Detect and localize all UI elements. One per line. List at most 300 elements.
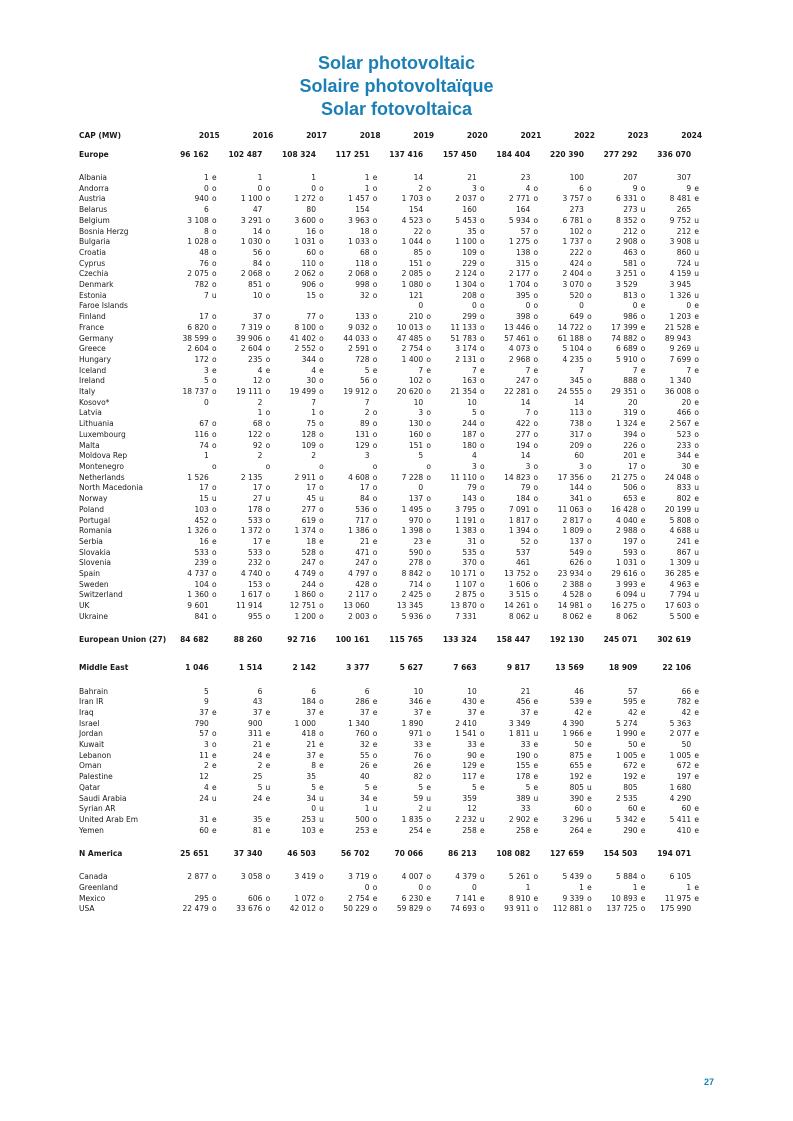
value-cell [273,237,327,248]
value-cell [273,227,327,238]
cell-value: 319 [623,408,638,418]
total-value: 245 071 [603,635,638,645]
value-cell [595,751,649,762]
value-cell [381,772,435,783]
cell-value: 14 722 [557,322,584,332]
cell-value: 714 [408,579,424,589]
value-cell [327,708,381,719]
cell-flag: o [265,280,271,290]
cell-value: 5 261 [508,872,531,882]
value-cell [488,216,542,227]
cell-value: 34 [306,793,316,803]
cell-value: 295 [194,893,209,903]
value-cell [595,719,649,730]
cell-flag: o [533,750,539,760]
value-cell [434,729,488,740]
cell-flag: e [479,707,485,717]
cell-value: 2 062 [294,269,316,279]
table-row [79,601,702,612]
value-cell [327,312,381,323]
value-cell [434,248,488,259]
cell-flag: o [479,461,485,471]
value-cell [649,794,703,805]
cell-flag: o [426,872,431,882]
value-cell [649,237,703,248]
cell-flag: o [426,494,431,504]
region-total-cell [273,631,327,651]
cell-flag: o [587,215,592,225]
cell-value: 3 [471,461,477,471]
value-cell [273,248,327,259]
cell-value: 395 [516,290,531,300]
cell-flag: u [694,590,699,600]
value-cell [220,280,274,291]
cell-value: 10 [467,397,477,407]
cell-value: 247 [355,558,370,568]
cell-value: 137 [569,536,584,546]
value-cell [541,697,595,708]
table-row [79,569,702,580]
value-cell [649,344,703,355]
cell-value: 14 [520,451,531,461]
cell-value: 466 [676,408,692,418]
cell-flag: o [372,611,378,621]
cell-value: 2 877 [187,872,209,882]
cell-value: 0 [311,804,316,814]
cell-flag: o [372,237,378,247]
value-cell [220,366,274,377]
cell-flag: o [426,344,431,354]
value-cell [166,516,220,527]
cell-flag: e [694,312,699,322]
value-cell [649,184,703,195]
cell-flag: e [265,536,271,546]
cell-value: 1 309 [669,558,692,568]
table-row [79,740,702,751]
cell-flag: e [211,536,217,546]
cell-value: 45 [306,494,316,504]
cell-flag: e [533,740,539,750]
cell-value: 21 354 [450,387,477,397]
cell-flag: e [640,697,646,707]
cell-flag: o [533,536,539,546]
cell-value: 4 528 [562,590,584,600]
country-name: Denmark [79,280,114,290]
value-cell [273,387,327,398]
cell-flag: o [265,344,271,354]
cell-value: 3 795 [455,504,477,514]
value-cell [649,580,703,591]
value-cell [488,280,542,291]
value-cell [488,794,542,805]
cell-value: 8 062 [508,611,531,621]
table-row [79,804,702,815]
country-name: Mexico [79,893,106,903]
value-cell [327,494,381,505]
cell-value: 160 [408,429,424,439]
value-cell [166,505,220,516]
cell-value: 131 [355,429,370,439]
cell-value: 7 699 [669,354,692,364]
cell-flag: e [265,740,271,750]
value-cell [220,494,274,505]
cell-flag: o [533,258,539,268]
cell-value: 10 893 [611,893,638,903]
cell-flag: o [265,322,271,332]
year-header: 2015 [198,131,220,140]
value-cell [166,259,220,270]
value-cell [273,376,327,387]
cell-value: 273 [569,205,584,215]
cell-flag: o [372,558,378,568]
cell-flag: e [265,750,271,760]
value-cell [273,291,327,302]
cell-flag: o [211,183,217,193]
cell-flag: e [372,365,378,375]
cell-value: 41 402 [289,333,316,343]
cell-value: 154 [355,205,370,215]
value-cell [434,173,488,184]
cell-value: 5 884 [616,872,638,882]
region-total-cell [327,631,381,651]
cell-value: 1 033 [348,237,370,247]
cell-value: 461 [516,558,531,568]
cell-value: 11 914 [236,601,263,611]
cell-flag: e [372,707,378,717]
cell-flag: o [372,280,378,290]
region-total-row [79,631,702,651]
cell-flag: o [533,601,539,611]
value-cell [541,216,595,227]
table-row [79,301,702,312]
value-cell [327,259,381,270]
value-cell [649,419,703,430]
cell-flag: e [426,740,431,750]
cell-flag: o [533,290,539,300]
cell-flag: u [694,504,699,514]
value-cell [381,601,435,612]
value-cell [381,441,435,452]
cell-flag: e [426,825,431,835]
value-cell [541,729,595,740]
spacer-cell [79,836,702,844]
cell-value: 172 [194,354,209,364]
value-cell [166,719,220,730]
cell-value: 21 [467,173,477,182]
value-cell [273,904,327,915]
cell-value: 290 [623,825,638,835]
value-cell [541,894,595,905]
cell-value: 1 360 [187,590,209,600]
cell-value: 760 [355,729,370,739]
value-cell [273,269,327,280]
cell-flag: e [694,461,699,471]
cell-value: 653 [623,494,638,504]
cell-flag: e [640,365,646,375]
value-cell [595,904,649,915]
value-cell [327,751,381,762]
value-cell [649,719,703,730]
table-row [79,719,702,730]
value-cell [434,344,488,355]
cell-flag: e [533,814,539,824]
table-row [79,366,702,377]
value-cell [434,430,488,441]
cell-value: 21 [252,740,263,750]
cell-value: 430 [462,697,477,707]
cell-flag: o [372,408,378,418]
region-total-cell [595,631,649,651]
cell-value: 68 [252,419,263,429]
value-cell [220,301,274,312]
cell-flag: e [426,761,431,771]
country-name: Oman [79,761,102,771]
value-cell [488,548,542,559]
cell-flag: e [265,814,271,824]
cell-flag: o [372,376,378,386]
table-row [79,237,702,248]
cell-flag: o [265,419,271,429]
cell-value: 3 529 [616,280,638,290]
cell-flag: o [426,611,431,621]
value-cell [649,505,703,516]
cell-value: 67 [199,419,209,429]
value-cell [220,237,274,248]
cell-flag: o [211,258,217,268]
value-cell [541,601,595,612]
cell-value: 31 [199,814,209,824]
value-cell [327,248,381,259]
cell-flag: e [640,707,646,717]
cell-value: 533 [194,547,209,557]
cell-flag: o [372,504,378,514]
cell-flag: o [319,697,324,707]
table-row [79,697,702,708]
cell-value: 940 [194,194,209,204]
cell-flag: o [640,601,646,611]
cell-value: 0 [204,397,209,407]
cell-flag: o [372,194,378,204]
value-cell [327,194,381,205]
cell-flag: e [372,782,378,792]
cell-value: 13 752 [504,569,531,579]
value-cell [434,719,488,730]
value-cell [381,408,435,419]
total-value: 96 162 [180,149,209,159]
cell-value: 184 [516,494,531,504]
value-cell [488,344,542,355]
cell-value: 60 [199,825,209,835]
total-value: 56 702 [340,849,370,859]
cell-value: 528 [301,547,316,557]
cell-value: 805 [569,782,584,792]
cell-flag: o [372,419,378,429]
value-cell [541,408,595,419]
cell-flag: o [265,333,271,343]
cell-flag: e [640,322,646,332]
value-cell [649,537,703,548]
cell-flag: o [479,322,485,332]
value-cell [327,729,381,740]
cell-value: 34 [360,793,370,803]
cell-value: 14 [520,397,531,407]
cell-value: 672 [676,761,692,771]
cell-value: 5 934 [508,215,531,225]
year-header: 2018 [359,131,381,140]
year-header: 2020 [466,131,488,140]
cell-flag: o [265,515,271,525]
cell-value: 7 228 [401,472,424,482]
cell-flag: u [694,247,699,257]
value-cell [488,334,542,345]
cell-value: 2 [311,451,316,461]
cell-value: 3 058 [240,872,263,882]
value-cell [220,173,274,184]
cell-value: 10 171 [450,569,477,579]
cell-value: 738 [569,419,584,429]
total-value: 336 070 [657,149,692,159]
total-value: 18 909 [608,663,638,673]
cell-flag: o [533,247,539,257]
country-name: Iran IR [79,697,104,707]
value-cell [541,794,595,805]
total-value: 117 251 [335,149,370,159]
cell-value: 3 108 [187,215,209,225]
cell-flag: o [479,269,485,279]
value-cell [595,783,649,794]
cell-value: 833 [676,483,692,493]
cell-value: 89 943 [664,333,692,343]
cell-value: 18 [306,536,316,546]
cell-value: 20 [627,397,638,407]
table-row [79,872,702,883]
country-name: Switzerland [79,590,123,600]
value-cell [220,473,274,484]
value-cell [166,173,220,184]
cell-flag: e [372,825,378,835]
cell-flag: u [319,804,324,814]
value-cell [273,815,327,826]
value-cell [166,227,220,238]
value-cell [381,451,435,462]
cell-flag: o [265,194,271,204]
value-cell [273,280,327,291]
cell-flag: o [426,183,431,193]
value-cell [220,408,274,419]
cell-flag: o [479,504,485,514]
value-cell [381,216,435,227]
cell-value: 14 981 [557,601,584,611]
cell-flag: o [319,526,324,536]
cell-flag: e [319,782,324,792]
value-cell [488,366,542,377]
value-cell [166,729,220,740]
cell-value: 17 [252,536,263,546]
value-cell [220,419,274,430]
cell-value: 164 [516,205,531,215]
cell-value: 7 [686,365,692,375]
value-cell [327,601,381,612]
value-cell [434,376,488,387]
region-total-cell [273,659,327,679]
cell-flag: e [211,761,217,771]
country-name: Bosnia Herzg [79,226,129,236]
cell-value: 7 [525,365,531,375]
cell-flag: u [265,782,271,792]
value-cell [327,387,381,398]
region-total-cell [273,844,327,864]
cell-value: 10 [413,397,424,407]
cell-flag: o [533,376,539,386]
value-cell [649,894,703,905]
value-cell [381,323,435,334]
cell-value: 81 [252,825,263,835]
cell-flag: u [211,494,217,504]
value-cell [381,483,435,494]
value-cell [649,516,703,527]
value-cell [220,761,274,772]
cell-flag: o [426,269,431,279]
cell-flag: o [587,344,592,354]
cell-value: 3 515 [508,590,531,600]
cell-value: 258 [462,825,477,835]
cell-value: 17 [199,483,209,493]
cell-value: 42 [627,707,638,717]
region-total-cell [649,631,703,651]
cell-flag: e [265,729,271,739]
value-cell [381,366,435,377]
value-cell [381,312,435,323]
cell-value: 1 809 [562,526,584,536]
cell-value: 15 [199,494,209,504]
cell-flag: e [640,750,646,760]
total-value: 7 663 [453,663,477,673]
cell-value: 8 842 [401,569,424,579]
value-cell [273,194,327,205]
cell-value: 12 751 [289,601,316,611]
value-cell [595,772,649,783]
value-cell [595,883,649,894]
cell-value: 24 048 [664,472,692,482]
cell-value: 0 [632,301,638,311]
value-cell [541,194,595,205]
value-cell [541,483,595,494]
cell-value: 4 737 [187,569,209,579]
cell-flag: o [426,772,431,782]
cell-flag: e [640,893,646,903]
region-total-cell [381,631,435,651]
cell-value: 6 105 [669,872,692,882]
cell-flag: u [694,290,699,300]
cell-flag: o [426,333,431,343]
cell-value: 10 013 [396,322,424,332]
cell-value: 100 [569,173,584,182]
cell-flag: o [533,269,539,279]
value-cell [220,815,274,826]
cell-value: 7 091 [508,504,531,514]
value-cell [166,580,220,591]
spacer-cell [79,623,702,631]
cell-flag: e [587,740,592,750]
cell-flag: e [587,729,592,739]
cell-value: 102 [408,376,424,386]
cell-flag: e [372,761,378,771]
value-cell [488,408,542,419]
cell-flag: o [319,408,324,418]
cell-flag: o [265,376,271,386]
value-cell [327,323,381,334]
cell-value: 6 781 [562,215,584,225]
